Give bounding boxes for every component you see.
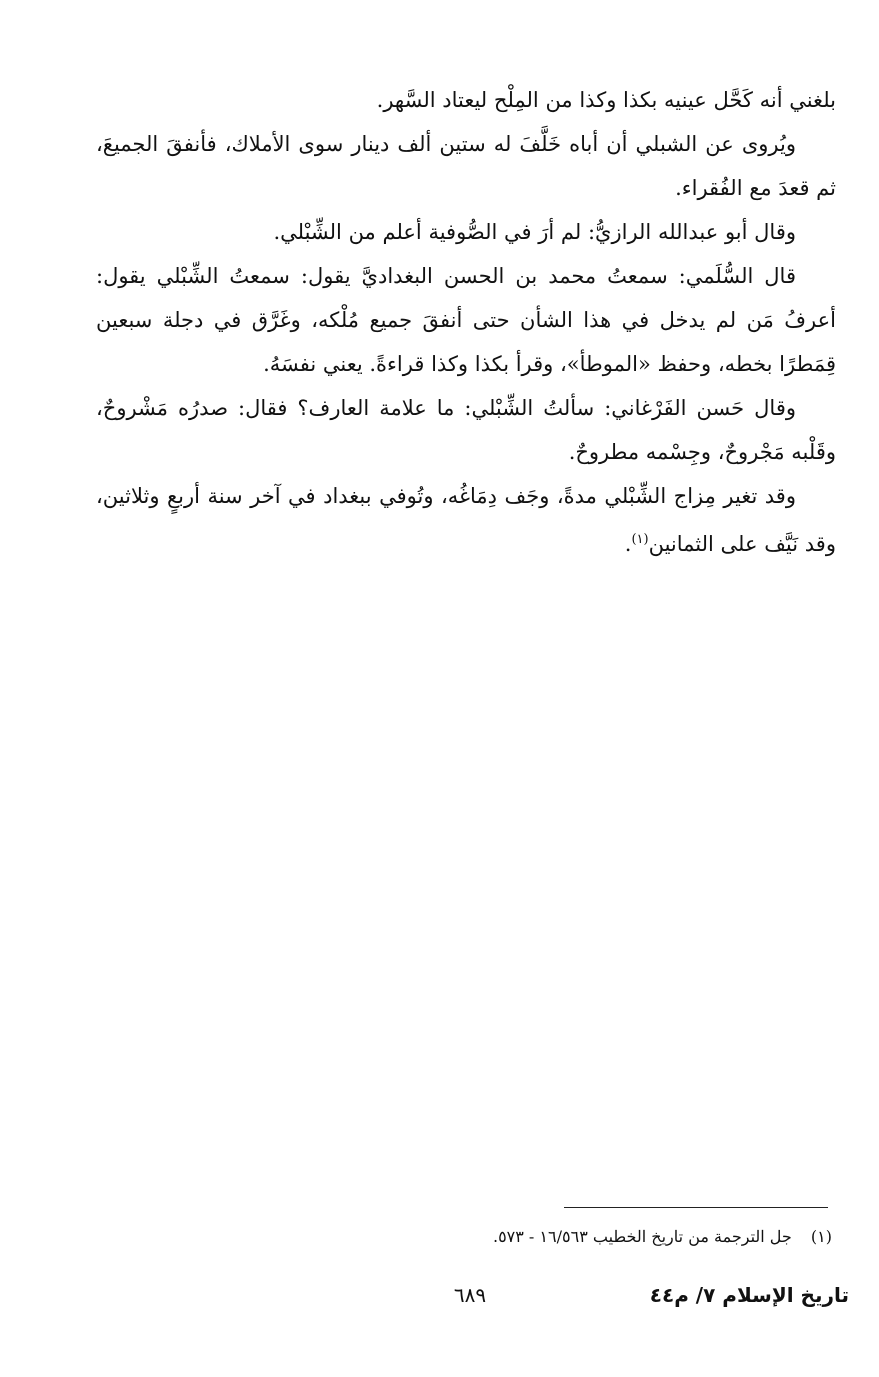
- book-signature: تاريخ الإسلام ٧/ م٤٤: [649, 1283, 849, 1307]
- footnote-divider: [564, 1207, 828, 1208]
- paragraph-3: وقال أبو عبدالله الرازيُّ: لم أرَ في الصُّوفية أعلم من الشِّبْلي.: [273, 220, 796, 244]
- paragraph-6-text: وقد تغير مِزاج الشِّبْلي مدةً، وجَف دِمَاغُه، وتُوفي ببغداد في آخر سنة أربعٍ وثلاثين، وقد نَيَّف على الثمانين: [96, 484, 836, 556]
- footnote-number: (١): [810, 1227, 832, 1246]
- paragraph-2: ويُروى عن الشبلي أن أباه خَلَّفَ له ستين ألف دينار سوى الأملاك، فأنفقَ الجميعَ، ثم قعدَ مع الفُقراء.: [96, 132, 836, 200]
- page-number: ٦٨٩: [453, 1283, 487, 1307]
- paragraph-6-end: .: [624, 532, 632, 556]
- footnote-reference[interactable]: (١): [631, 532, 649, 547]
- paragraph-4: قال السُّلَمي: سمعتُ محمد بن الحسن البغداديَّ يقول: سمعتُ الشِّبْلي يقول: أعرفُ مَن لم يدخل في هذا الشأن حتى أنفقَ جميع مُلْكه، وغَرَّق في دجلة سبعين قِمَطرًا بخطه، وحفظ «الموطأ»، وقرأ بكذا وكذا قراءةً. يعني نفسَهُ.: [96, 264, 836, 376]
- paragraph-5: وقال حَسن الفَرْغاني: سألتُ الشِّبْلي: ما علامة العارف؟ فقال: صدرُه مَشْروحٌ، وقَلْبه مَجْروحٌ، وجِسْمه مطروحٌ.: [96, 396, 836, 464]
- main-text: [96, 78, 836, 566]
- paragraph-1: بلغني أنه كَحَّل عينيه بكذا وكذا من المِلْح ليعتاد السَّهر.: [376, 88, 836, 112]
- paragraph-6: [96, 474, 836, 566]
- footnote: [300, 1224, 832, 1250]
- footnote-text: جل الترجمة من تاريخ الخطيب ١٦/٥٦٣ - ٥٧٣.: [492, 1227, 792, 1246]
